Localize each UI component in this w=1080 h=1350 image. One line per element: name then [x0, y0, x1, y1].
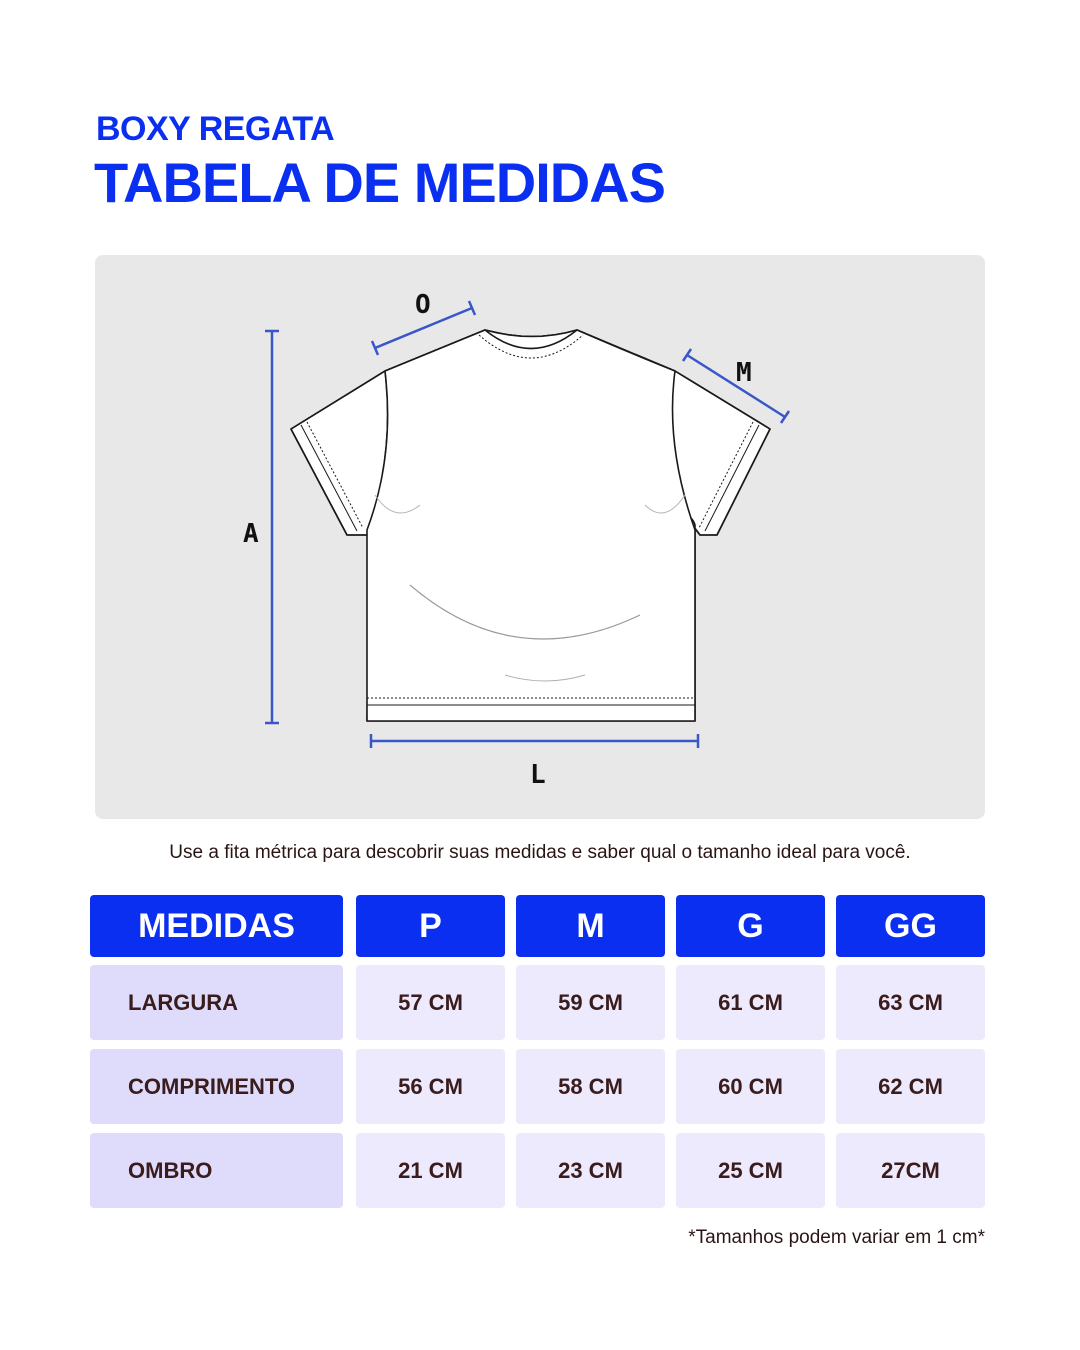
- table-cell: 58 CM: [516, 1049, 665, 1124]
- shoulder-label: O: [415, 290, 431, 320]
- height-label: A: [243, 519, 259, 549]
- table-cell: 23 CM: [516, 1133, 665, 1208]
- header-cell-size-gg: GG: [836, 895, 985, 957]
- table-cell: 56 CM: [356, 1049, 505, 1124]
- table-cell: 60 CM: [676, 1049, 825, 1124]
- table-cell: 27CM: [836, 1133, 985, 1208]
- instruction-text: Use a fita métrica para descobrir suas medidas e saber qual o tamanho ideal para você.: [169, 842, 911, 863]
- row-label-comprimento: COMPRIMENTO: [90, 1049, 343, 1124]
- table-cell: 21 CM: [356, 1133, 505, 1208]
- row-label-largura: LARGURA: [90, 965, 343, 1040]
- footnote: *Tamanhos podem variar em 1 cm*: [688, 1227, 985, 1248]
- width-label: L: [530, 760, 546, 790]
- page-title: TABELA DE MEDIDAS: [94, 151, 665, 214]
- row-label-ombro: OMBRO: [90, 1133, 343, 1208]
- header-cell-size-g: G: [676, 895, 825, 957]
- header-cell-size-m: M: [516, 895, 665, 957]
- sleeve-label: M: [736, 358, 752, 388]
- table-cell: 61 CM: [676, 965, 825, 1040]
- measurement-diagram: [95, 255, 985, 819]
- table-cell: 62 CM: [836, 1049, 985, 1124]
- table-cell: 63 CM: [836, 965, 985, 1040]
- header-cell-measures: MEDIDAS: [90, 895, 343, 957]
- tshirt-diagram-svg: [95, 255, 985, 819]
- table-cell: 57 CM: [356, 965, 505, 1040]
- header-cell-size-p: P: [356, 895, 505, 957]
- product-subtitle: BOXY REGATA: [96, 110, 335, 148]
- table-cell: 25 CM: [676, 1133, 825, 1208]
- tshirt-illustration: [291, 330, 770, 721]
- table-cell: 59 CM: [516, 965, 665, 1040]
